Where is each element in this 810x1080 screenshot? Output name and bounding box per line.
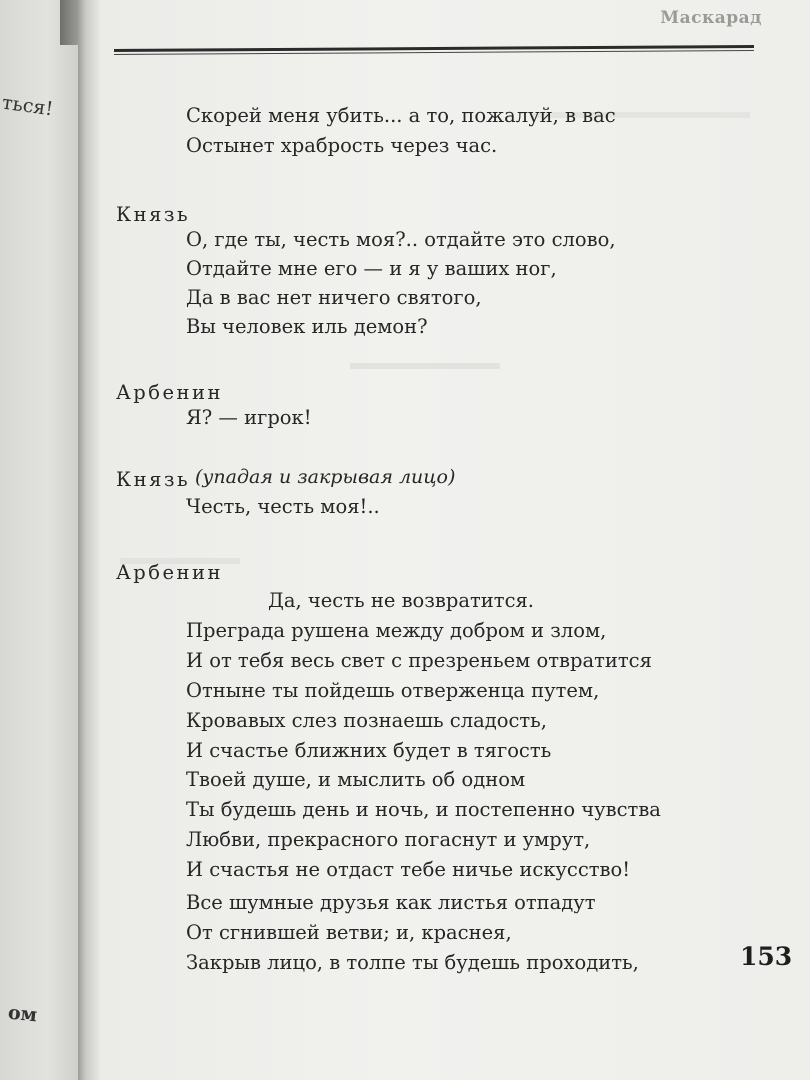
previous-page-edge: [0, 0, 78, 1080]
book-page: [100, 0, 810, 1080]
running-head: Маскарад: [660, 8, 762, 28]
verse-line: Остынет храбрость через час.: [186, 134, 498, 157]
verse-line: Вы человек иль демон?: [186, 315, 428, 338]
verse-line: Любви, прекрасного погаснут и умрут,: [186, 828, 591, 851]
verse-line: Кровавых слез познаешь сладость,: [186, 709, 547, 732]
speaker-name: Арбенин: [116, 561, 224, 584]
speaker-name: Князь: [116, 203, 191, 226]
stage-direction: (упадая и закрывая лицо): [195, 466, 456, 488]
verse-line: Отныне ты пойдешь отверженца путем,: [186, 679, 600, 702]
verse-line: О, где ты, честь моя?.. отдайте это слово,: [186, 228, 616, 251]
verse-line: Я? — игрок!: [186, 406, 312, 429]
verse-line: Да, честь не возвратится.: [268, 589, 535, 612]
show-through-text: [350, 355, 500, 375]
speaker-name: Арбенин: [116, 381, 224, 404]
verse-line: Ты будешь день и ночь, и постепенно чувства: [186, 798, 661, 821]
verse-line: Отдайте мне его — и я у ваших ног,: [186, 257, 557, 280]
verse-line: Да в вас нет ничего святого,: [186, 286, 482, 309]
verse-line: И от тебя весь свет с презреньем отвратится: [186, 649, 652, 672]
page-gutter: [78, 0, 100, 1080]
verse-line: Закрыв лицо, в толпе ты будешь проходить,: [186, 951, 639, 974]
previous-page-fragment: ться!: [0, 91, 55, 121]
speaker-name: Князь: [116, 468, 191, 491]
verse-line: И счастья не отдаст тебе ничье искусство!: [186, 858, 631, 881]
verse-line: И счастье ближних будет в тягость: [186, 739, 552, 762]
verse-line: Твоей душе, и мыслить об одном: [186, 768, 526, 791]
verse-line: От сгнившей ветви; и, краснея,: [186, 921, 512, 944]
previous-page-fragment: ом: [6, 1001, 39, 1027]
verse-line: Скорей меня убить... а то, пожалуй, в вас: [186, 104, 616, 127]
verse-line: Честь, честь моя!..: [186, 495, 380, 518]
page-number: 153: [740, 942, 793, 971]
verse-line: Все шумные друзья как листья отпадут: [186, 891, 596, 914]
verse-line: Преграда рушена между добром и злом,: [186, 619, 607, 642]
